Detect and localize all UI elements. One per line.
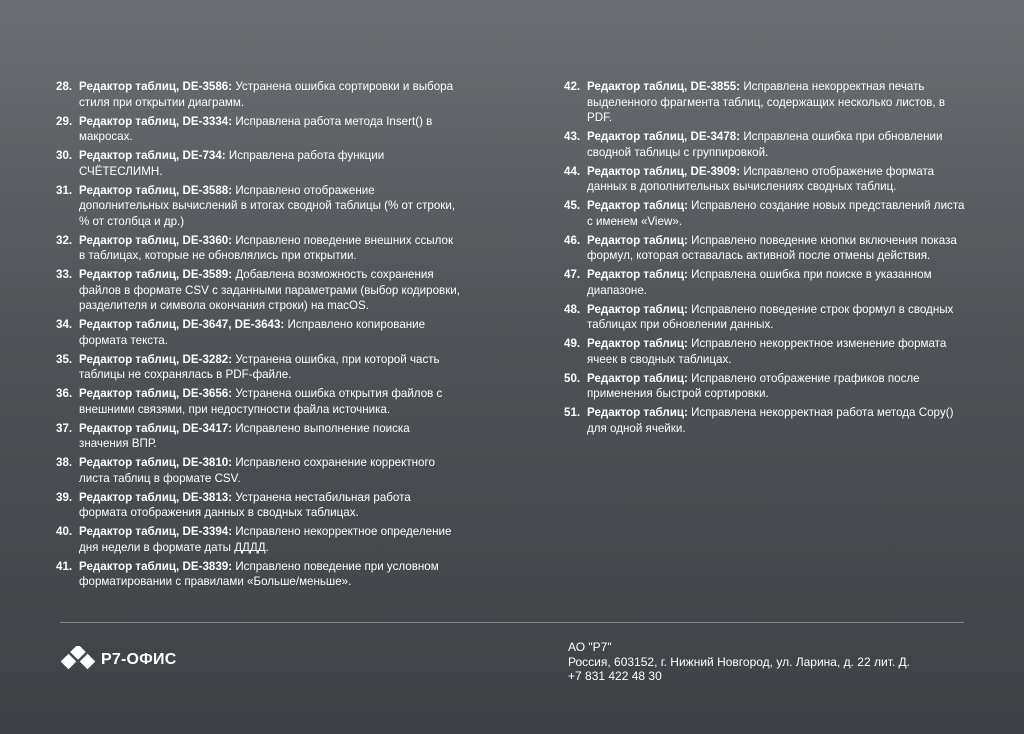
changelog-item [56, 79, 460, 110]
item-title: Редактор таблиц: [587, 233, 688, 247]
changelog-item [56, 352, 460, 383]
item-title: Редактор таблиц, DE-3360: [79, 233, 233, 247]
item-title: Редактор таблиц, DE-3589: [79, 268, 233, 281]
changelog-item [564, 371, 968, 402]
item-title: Редактор таблиц, DE-3282: [79, 352, 233, 366]
item-description: Устранена ошибка, при которой часть таблицы не сохранялась в PDF-файле. [79, 352, 440, 381]
item-title: Редактор таблиц, DE-3909: [587, 164, 741, 178]
item-text [587, 129, 968, 160]
item-title: Редактор таблиц, DE-3417: [79, 421, 233, 435]
item-number: 42. [564, 80, 581, 93]
item-number: 46. [564, 233, 581, 247]
item-description: Исправлено поведение строк формул в сводных таблицах при обновлении данных. [587, 302, 954, 331]
company-name: АО "Р7" [568, 640, 612, 654]
changelog-item [56, 317, 460, 348]
item-number: 33. [56, 268, 73, 281]
item-description: Исправлено выполнение поиска значения ВПР. [79, 421, 410, 450]
item-description: Исправлено поведение при условном форматировании с правилами «Больше/меньше». [79, 559, 439, 588]
item-description: Устранена нестабильная работа формата отображения данных в сводных таблицах. [79, 490, 411, 519]
item-title: Редактор таблиц, DE-3647, DE-3643: [79, 318, 285, 331]
footer-divider [60, 622, 964, 623]
item-text [79, 490, 460, 521]
item-number: 43. [564, 130, 581, 143]
item-description: Исправлено отображение графиков после применения быстрой сортировки. [587, 371, 920, 400]
changelog-item [56, 455, 460, 486]
item-number: 28. [56, 80, 73, 93]
item-description: Исправлена работа функции СЧЁТЕСЛИМН. [79, 149, 385, 178]
item-text [79, 559, 460, 590]
changelog-item [56, 386, 460, 417]
item-number: 51. [564, 406, 581, 419]
item-title: Редактор таблиц: [587, 406, 688, 419]
item-number: 34. [56, 318, 73, 331]
item-text [587, 336, 968, 367]
item-number: 39. [56, 490, 73, 504]
changelog-item [56, 490, 460, 521]
item-description: Исправлено отображение формата данных в дополнительных вычислениях сводных таблиц. [587, 164, 935, 193]
item-text [79, 524, 460, 555]
item-title: Редактор таблиц, DE-734: [79, 149, 226, 162]
item-description: Исправлено копирование формата текста. [79, 318, 426, 347]
item-number: 38. [56, 456, 73, 469]
changelog-item [56, 114, 460, 145]
changelog-item [564, 233, 968, 264]
changelog-item [564, 198, 968, 229]
item-number: 45. [564, 199, 581, 212]
item-title: Редактор таблиц, DE-3656: [79, 387, 233, 400]
changelog-columns [56, 79, 968, 593]
item-text [79, 455, 460, 486]
item-description: Исправлено поведение внешних ссылок в таблицах, которые не обновлялись при открытии. [79, 233, 454, 262]
item-description: Исправлено создание новых представлений листа с именем «View». [587, 199, 965, 228]
item-title: Редактор таблиц, DE-3394: [79, 525, 233, 538]
item-number: 40. [56, 525, 73, 538]
item-number: 30. [56, 149, 73, 162]
item-text [587, 405, 968, 436]
item-description: Исправлена ошибка при обновлении сводной таблицы с группировкой. [587, 130, 943, 159]
item-description: Исправлено некорректное изменение формата ячеек в сводных таблицах. [587, 337, 947, 366]
changelog-item [564, 267, 968, 298]
item-text [79, 386, 460, 417]
item-text [587, 371, 968, 402]
item-number: 35. [56, 352, 73, 366]
item-text [587, 79, 968, 126]
r7-office-logo-icon [60, 646, 96, 674]
item-description: Исправлена некорректная работа метода Copy() для одной ячейки. [587, 406, 954, 435]
item-number: 50. [564, 371, 581, 385]
changelog-item [56, 233, 460, 264]
item-number: 29. [56, 114, 73, 128]
changelog-item [56, 421, 460, 452]
changelog-item [564, 79, 968, 126]
item-title: Редактор таблиц: [587, 199, 688, 212]
item-title: Редактор таблиц, DE-3855: [587, 80, 741, 93]
item-text [587, 267, 968, 298]
changelog-item [56, 524, 460, 555]
logo-wordmark: Р7-ОФИС [101, 651, 177, 668]
changelog-item [56, 148, 460, 179]
item-title: Редактор таблиц: [587, 371, 688, 385]
item-text [587, 198, 968, 229]
changelog-column-left [56, 79, 460, 593]
changelog-item [56, 559, 460, 590]
item-description: Исправлена работа метода Insert() в макросах. [79, 114, 433, 143]
changelog-item [56, 183, 460, 230]
item-text [587, 164, 968, 195]
item-number: 32. [56, 233, 73, 247]
item-description: Исправлено поведение кнопки включения показа формул, которая оставалась активной после отмены действия. [587, 233, 957, 262]
item-number: 49. [564, 337, 581, 350]
item-text [79, 114, 460, 145]
item-title: Редактор таблиц, DE-3839: [79, 559, 233, 573]
changelog-item [564, 405, 968, 436]
item-text [79, 183, 460, 230]
item-number: 48. [564, 302, 581, 316]
item-title: Редактор таблиц, DE-3810: [79, 456, 233, 469]
item-description: Добавлена возможность сохранения файлов в формате CSV с заданными параметрами (выбор кодировки, разделителя и символа окончания строки) на macOS. [79, 268, 460, 312]
item-text [587, 233, 968, 264]
company-phone: +7 831 422 48 30 [568, 669, 662, 683]
item-title: Редактор таблиц, DE-3334: [79, 114, 233, 128]
item-title: Редактор таблиц, DE-3813: [79, 490, 233, 504]
item-text [587, 302, 968, 333]
item-text [79, 148, 460, 179]
item-text [79, 352, 460, 383]
item-description: Исправлена ошибка при поиске в указанном диапазоне. [587, 268, 932, 297]
company-contacts [568, 640, 910, 684]
item-description: Исправлено отображение дополнительных вычислений в итогах сводной таблицы (% от строки, % от столбца и др.) [79, 183, 456, 228]
company-address: Россия, 603152, г. Нижний Новгород, ул. Ларина, д. 22 лит. Д. [568, 654, 910, 669]
item-text [79, 233, 460, 264]
item-description: Исправлена некорректная печать выделенного фрагмента таблиц, содержащих несколько листов, в PDF. [587, 80, 945, 124]
item-number: 44. [564, 164, 581, 178]
item-title: Редактор таблиц, DE-3586: [79, 80, 233, 93]
item-description: Устранена ошибка открытия файлов с внешними связями, при недоступности файла источника. [79, 387, 443, 416]
item-title: Редактор таблиц, DE-3478: [587, 130, 741, 143]
item-text [79, 267, 460, 314]
changelog-item [56, 267, 460, 314]
item-title: Редактор таблиц: [587, 302, 688, 316]
item-title: Редактор таблиц: [587, 337, 688, 350]
item-number: 47. [564, 268, 581, 281]
item-number: 31. [56, 183, 73, 197]
item-title: Редактор таблиц: [587, 268, 688, 281]
changelog-item [564, 164, 968, 195]
item-description: Исправлено некорректное определение дня недели в формате даты ДДДД. [79, 525, 452, 554]
item-description: Устранена ошибка сортировки и выбора стиля при открытии диаграмм. [79, 80, 454, 109]
item-number: 37. [56, 421, 73, 435]
item-text [79, 79, 460, 110]
item-text [79, 421, 460, 452]
item-text [79, 317, 460, 348]
changelog-item [564, 336, 968, 367]
changelog-item [564, 129, 968, 160]
changelog-column-right [564, 79, 968, 593]
r7-office-logo [60, 646, 176, 674]
item-number: 41. [56, 559, 73, 573]
changelog-item [564, 302, 968, 333]
item-number: 36. [56, 387, 73, 400]
item-description: Исправлено сохранение корректного листа таблиц в формате CSV. [79, 456, 435, 485]
item-title: Редактор таблиц, DE-3588: [79, 183, 233, 197]
